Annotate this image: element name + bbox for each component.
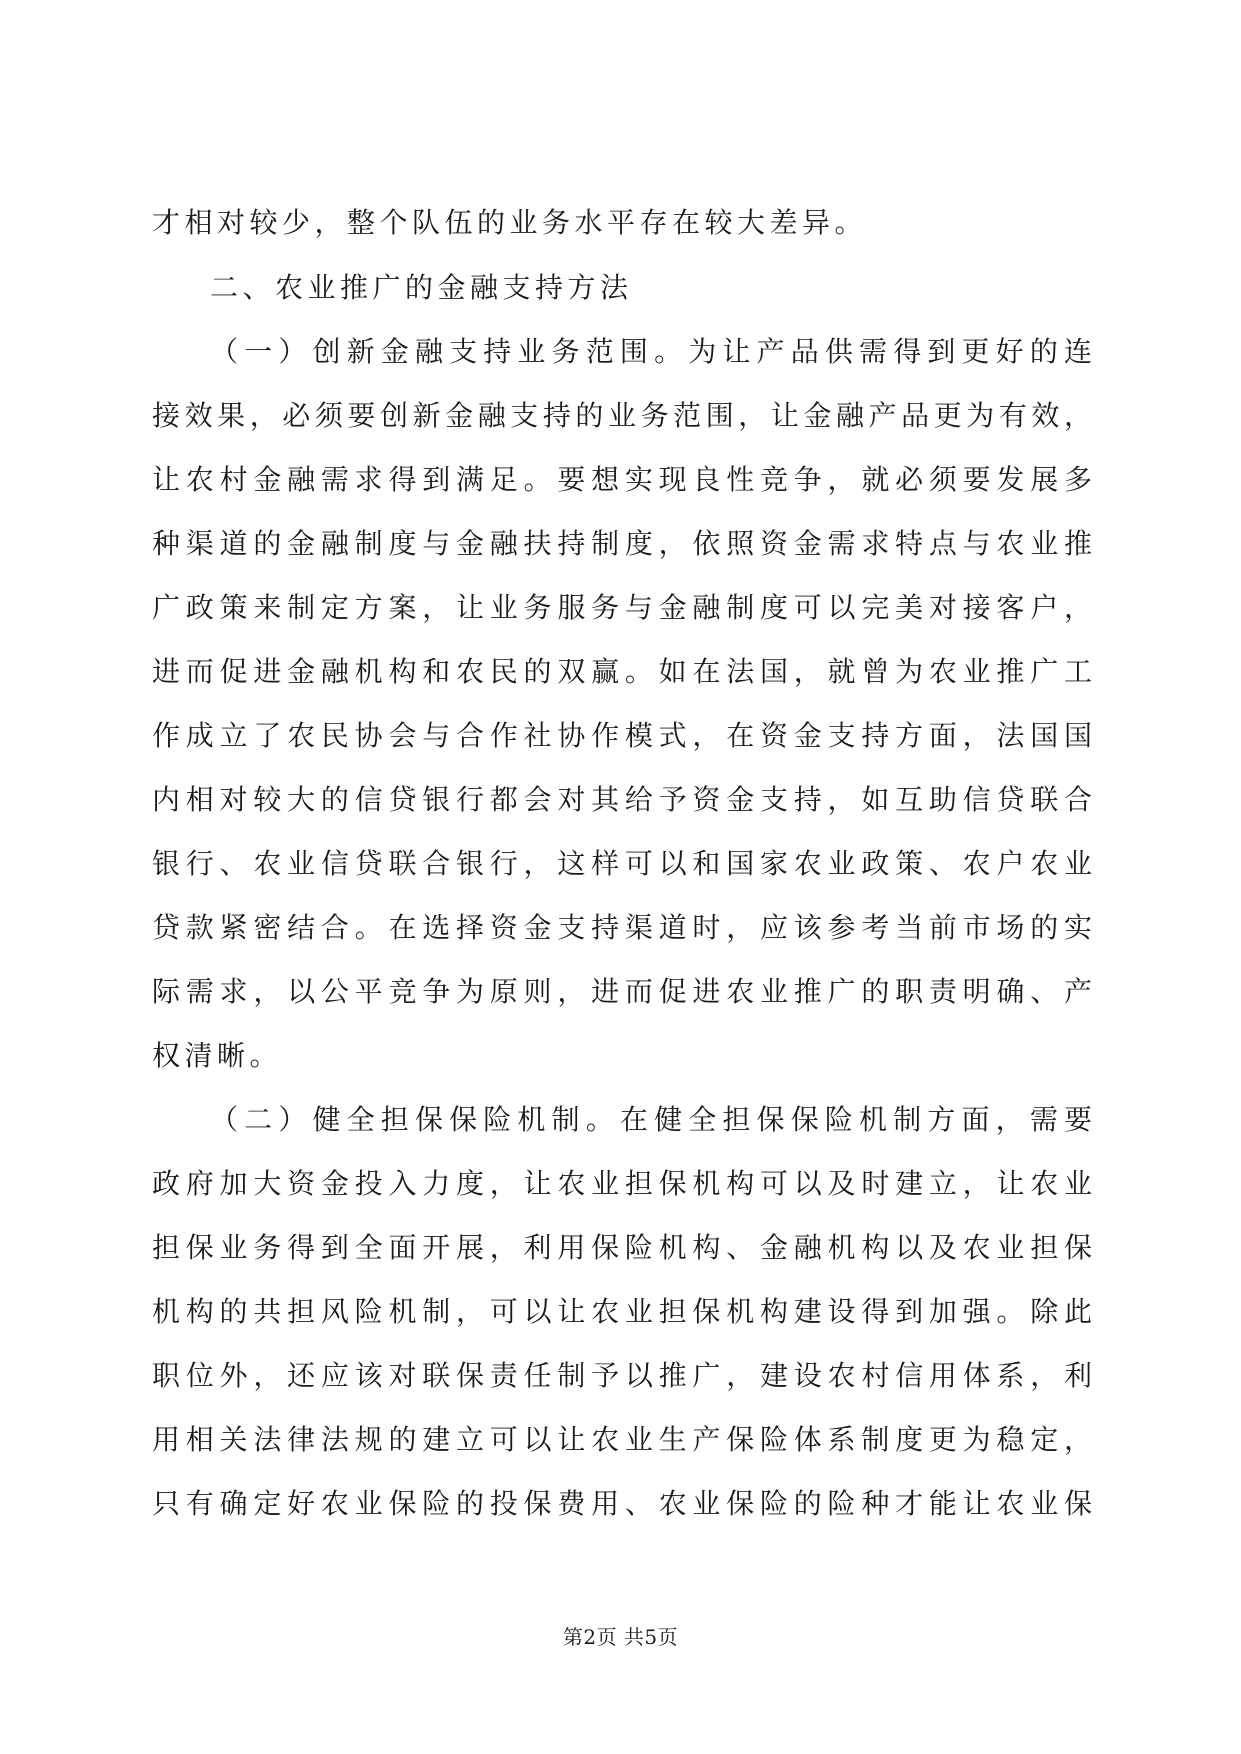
paragraph-line: （二）健全担保保险机制。在健全担保保险机制方面，需要 [210, 1103, 1092, 1136]
paragraph-line: 职位外，还应该对联保责任制予以推广，建设农村信用体系，利 [152, 1359, 1092, 1392]
paragraph-line: 内相对较大的信贷银行都会对其给予资金支持，如互助信贷联合 [152, 783, 1092, 816]
paragraph-line: 作成立了农民协会与合作社协作模式，在资金支持方面，法国国 [152, 719, 1092, 752]
page-number-footer: 第2页 共5页 [562, 1625, 679, 1649]
paragraph-line: 贷款紧密结合。在选择资金支持渠道时，应该参考当前市场的实 [152, 911, 1092, 944]
paragraph-line: 广政策来制定方案，让业务服务与金融制度可以完美对接客户， [152, 591, 1092, 624]
paragraph-line: （一）创新金融支持业务范围。为让产品供需得到更好的连 [210, 335, 1092, 368]
paragraph-line: 种渠道的金融制度与金融扶持制度，依照资金需求特点与农业推 [152, 527, 1092, 560]
paragraph-line: 机构的共担风险机制，可以让农业担保机构建设得到加强。除此 [152, 1295, 1092, 1328]
paragraph-line: 用相关法律法规的建立可以让农业生产保险体系制度更为稳定， [152, 1423, 1092, 1456]
paragraph-line: 银行、农业信贷联合银行，这样可以和国家农业政策、农户农业 [152, 847, 1092, 880]
paragraph-line: 只有确定好农业保险的投保费用、农业保险的险种才能让农业保 [152, 1487, 1092, 1520]
paragraph-line: 际需求，以公平竞争为原则，进而促进农业推广的职责明确、产 [152, 975, 1092, 1008]
paragraph-line: 接效果，必须要创新金融支持的业务范围，让金融产品更为有效， [152, 399, 1092, 432]
paragraph-line: 担保业务得到全面开展，利用保险机构、金融机构以及农业担保 [152, 1231, 1092, 1264]
paragraph-line: 权清晰。 [152, 1039, 283, 1072]
section-heading: 二、农业推广的金融支持方法 [210, 271, 633, 304]
paragraph-line: 进而促进金融机构和农民的双赢。如在法国，就曾为农业推广工 [152, 655, 1092, 688]
paragraph-line: 政府加大资金投入力度，让农业担保机构可以及时建立，让农业 [152, 1167, 1092, 1200]
paragraph-line: 才相对较少，整个队伍的业务水平存在较大差异。 [152, 206, 868, 239]
paragraph-line: 让农村金融需求得到满足。要想实现良性竞争，就必须要发展多 [152, 463, 1092, 496]
